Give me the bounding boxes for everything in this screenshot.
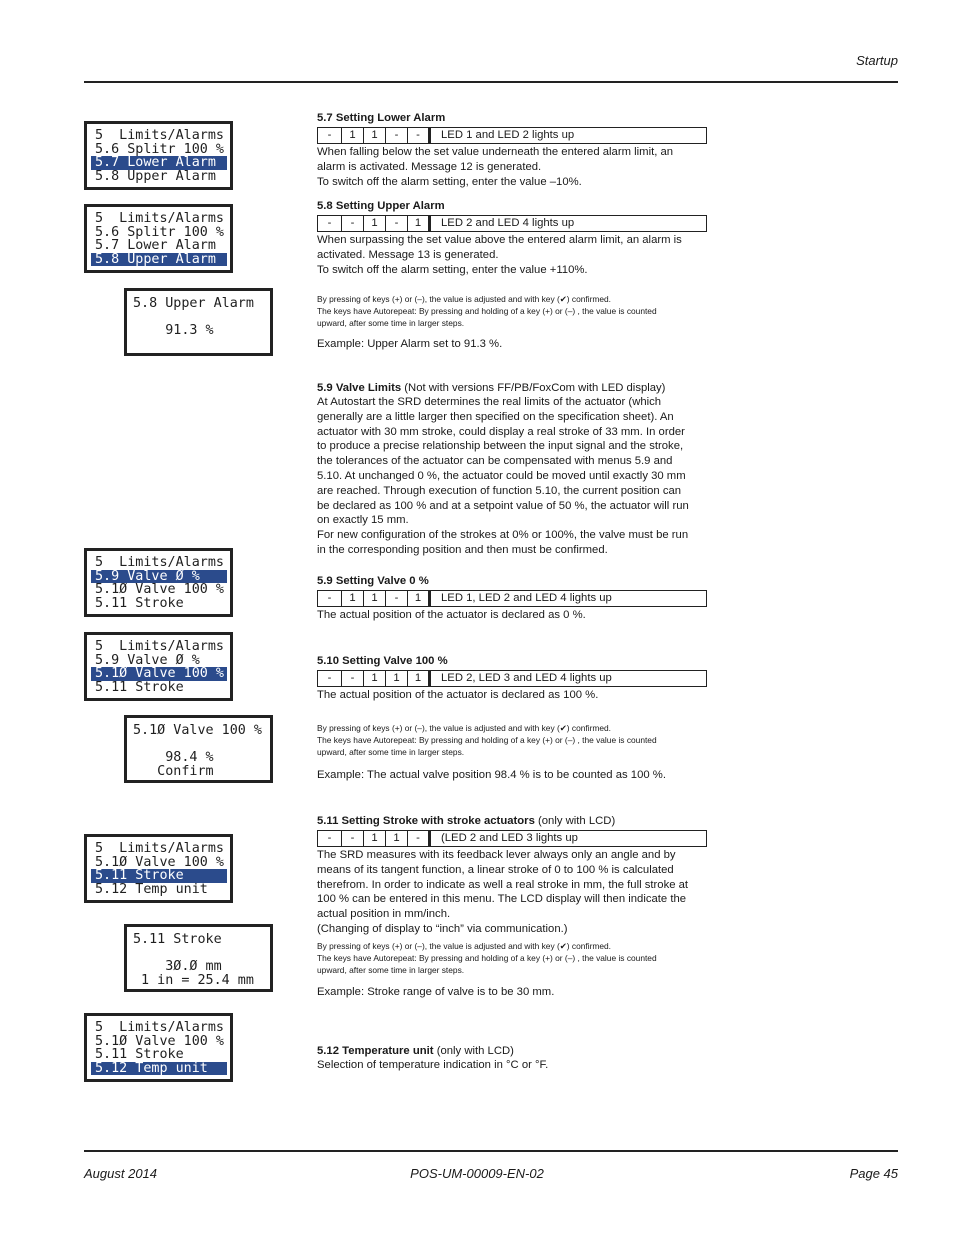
body-line: in the corresponding position and then must be confirmed. xyxy=(317,543,608,556)
key-cell: - xyxy=(318,671,342,686)
key-cell: 1 xyxy=(408,216,430,231)
lcd-line-selected: 5.12 Temp unit xyxy=(91,1062,227,1076)
body-line: At Autostart the SRD determines the real limits of the actuator (which xyxy=(317,396,662,408)
key-cell: 1 xyxy=(364,591,386,606)
lcd-line: 5.7 Lower Alarm xyxy=(95,239,216,253)
body-line: therefrom. In order to indicate as well a real stroke in mm, the full stroke at xyxy=(317,878,689,891)
key-cell: - xyxy=(342,671,364,686)
body-line: on exactly 15 mm. xyxy=(317,514,409,527)
key-table xyxy=(317,830,707,847)
lcd-line-selected: 5.9 Valve Ø % xyxy=(91,570,227,584)
section-title xyxy=(317,814,709,828)
lcd-line: 5.8 Upper Alarm xyxy=(133,297,254,311)
led-description: LED 1, LED 2 and LED 4 lights up xyxy=(430,591,706,606)
key-table xyxy=(317,670,707,687)
body-line: activated. Message 13 is generated. xyxy=(317,248,499,261)
key-cell: 1 xyxy=(364,831,386,846)
lcd-line: 5.12 Temp unit xyxy=(95,882,208,897)
section-title: 5.10 Setting Valve 100 % xyxy=(317,655,448,667)
body-line: The actual position of the actuator is declared as 0 %. xyxy=(317,609,586,621)
lcd-line: 5 Limits/Alarms xyxy=(95,212,224,226)
section-title: 5.7 Setting Lower Alarm xyxy=(317,112,446,124)
lcd-line: 5 Limits/Alarms xyxy=(95,842,224,856)
key-cell: 1 xyxy=(342,128,364,143)
body-line: When falling below the set value underneath the entered alarm limit, an xyxy=(317,146,674,158)
key-cell: 1 xyxy=(386,831,408,846)
running-header: Startup xyxy=(856,53,898,68)
section-title-text: 5.12 Temperature unit xyxy=(317,1045,434,1057)
footer-rule xyxy=(84,1150,898,1152)
key-table xyxy=(317,590,707,607)
key-cell: 1 xyxy=(408,591,430,606)
example-text: Example: Upper Alarm set to 91.3 %. xyxy=(317,338,503,350)
lcd-line: 5.1Ø Valve 100 % xyxy=(95,1034,224,1049)
lcd-line: 5.11 Stroke xyxy=(95,1048,184,1062)
note-line: The keys have Autorepeat: By pressing and holding of a key (+) or (–) , the value is counted xyxy=(317,735,657,745)
section-5-9-valve-limits xyxy=(317,381,709,558)
lcd-line xyxy=(133,738,264,752)
section-title: 5.9 Setting Valve 0 % xyxy=(317,575,429,587)
lcd-menu-lower-alarm xyxy=(84,121,233,190)
body-line: When surpassing the set value above the entered alarm limit, an alarm is xyxy=(317,234,682,246)
autorepeat-note xyxy=(317,940,709,976)
body-line: to produce a precise relationship between the input signal and the stroke, xyxy=(317,440,684,453)
body-line: (Changing of display to “inch” via communication.) xyxy=(317,922,568,935)
note-line: upward, after some time in larger steps. xyxy=(317,965,465,975)
autorepeat-note xyxy=(317,722,709,758)
section-title-note: (only with LCD) xyxy=(534,815,616,827)
led-description: (LED 2 and LED 3 lights up xyxy=(430,831,706,846)
section-5-9 xyxy=(317,574,709,623)
key-cell: - xyxy=(318,831,342,846)
example-text: Example: Stroke range of valve is to be 30 mm. xyxy=(317,986,555,998)
key-cell: 1 xyxy=(386,671,408,686)
lcd-menu-stroke xyxy=(84,834,233,903)
body-line: For new configuration of the strokes at 0% or 100%, the valve must be run xyxy=(317,529,689,542)
footer-page-number: Page 45 xyxy=(849,1166,898,1181)
section-5-7 xyxy=(317,111,709,189)
lcd-line: 3Ø.Ø mm xyxy=(133,960,222,974)
note-line: The keys have Autorepeat: By pressing and holding of a key (+) or (–) , the value is counted xyxy=(317,306,657,316)
body-line: the tolerances of the actuator can be compensated with menus 5.9 and xyxy=(317,455,673,468)
lcd-line: 5.1Ø Valve 100 % xyxy=(95,855,224,870)
led-description: LED 2 and LED 4 lights up xyxy=(430,216,706,231)
lcd-value-upper-alarm xyxy=(124,288,273,356)
body-line: To switch off the alarm setting, enter the value +110%. xyxy=(317,263,588,276)
key-cell: 1 xyxy=(408,671,430,686)
lcd-line: 5 Limits/Alarms xyxy=(95,556,224,570)
section-title-text: 5.11 Setting Stroke with stroke actuators xyxy=(317,815,535,827)
key-cell: - xyxy=(342,831,364,846)
footer-date: August 2014 xyxy=(84,1166,158,1181)
note-line: upward, after some time in larger steps. xyxy=(317,318,465,328)
section-title xyxy=(317,1044,709,1058)
lcd-line: 5 Limits/Alarms xyxy=(95,640,224,654)
body-line: To switch off the alarm setting, enter the value –10%. xyxy=(317,175,582,188)
lcd-line: 5.11 Stroke xyxy=(133,933,222,947)
section-title-note: (Not with versions FF/PB/FoxCom with LED display) xyxy=(401,382,666,394)
note-line: By pressing of keys (+) or (–), the value is adjusted and with key (✔) confirmed. xyxy=(317,941,611,951)
key-cell: - xyxy=(386,128,408,143)
led-description: LED 1 and LED 2 lights up xyxy=(430,128,706,143)
section-5-11 xyxy=(317,814,709,937)
key-cell: - xyxy=(318,128,342,143)
lcd-line: 5.8 Upper Alarm xyxy=(95,169,216,184)
lcd-line: 91.3 % xyxy=(133,324,214,338)
example-text: Example: The actual valve position 98.4 % is to be counted as 100 %. xyxy=(317,769,666,781)
lcd-line xyxy=(133,311,264,325)
lcd-line: 1 in = 25.4 mm xyxy=(133,973,254,988)
lcd-line: 98.4 % xyxy=(133,751,214,765)
note-line: The keys have Autorepeat: By pressing and holding of a key (+) or (–) , the value is counted xyxy=(317,953,657,963)
lcd-line-selected: 5.1Ø Valve 100 % xyxy=(91,667,227,681)
lcd-line: 5.11 Stroke xyxy=(95,596,184,611)
note-line: upward, after some time in larger steps. xyxy=(317,747,465,757)
lcd-value-stroke xyxy=(124,924,273,992)
key-cell: - xyxy=(318,591,342,606)
key-cell: 1 xyxy=(364,671,386,686)
key-cell: 1 xyxy=(342,591,364,606)
key-cell: - xyxy=(408,128,430,143)
body-line: The SRD measures with its feedback lever always only an angle and by xyxy=(317,849,676,861)
key-table xyxy=(317,215,707,232)
key-cell: 1 xyxy=(364,128,386,143)
lcd-line-selected: 5.7 Lower Alarm xyxy=(91,156,227,170)
header-rule xyxy=(84,81,898,83)
body-line: 100 % can be entered in this menu. The LCD display will then indicate the xyxy=(317,893,687,906)
key-cell: 1 xyxy=(364,216,386,231)
section-title-text: 5.9 Valve Limits xyxy=(317,382,402,394)
lcd-line: 5 Limits/Alarms xyxy=(95,129,224,143)
note-line: By pressing of keys (+) or (–), the value is adjusted and with key (✔) confirmed. xyxy=(317,723,611,733)
lcd-line: 5.6 Splitr 100 % xyxy=(95,142,224,157)
section-5-10 xyxy=(317,654,709,703)
key-table xyxy=(317,127,707,144)
key-cell: - xyxy=(342,216,364,231)
key-cell: - xyxy=(386,591,408,606)
section-title xyxy=(317,381,709,395)
lcd-line: 5.6 Splitr 100 % xyxy=(95,225,224,240)
lcd-menu-temp-unit xyxy=(84,1013,233,1082)
lcd-line-selected: 5.8 Upper Alarm xyxy=(91,253,227,267)
lcd-line: 5.1Ø Valve 100 % xyxy=(133,724,262,738)
section-title-note: (only with LCD) xyxy=(433,1045,514,1057)
lcd-line xyxy=(133,947,264,961)
lcd-menu-upper-alarm xyxy=(84,204,233,273)
body-line: generally are a little larger then specified on the specification sheet). An xyxy=(317,410,674,423)
lcd-value-valve-100 xyxy=(124,715,273,783)
body-line: 5.10. At unchanged 0 %, the actuator could be moved until exactly 30 mm xyxy=(317,469,686,482)
autorepeat-note xyxy=(317,293,709,329)
lcd-line: 5.11 Stroke xyxy=(95,680,184,695)
key-cell: - xyxy=(386,216,408,231)
lcd-menu-valve-0 xyxy=(84,548,233,617)
body-line: means of its tangent function, a linear stroke of 0 to 100 % is calculated xyxy=(317,863,674,876)
key-cell: - xyxy=(408,831,430,846)
section-5-8 xyxy=(317,199,709,277)
key-cell: - xyxy=(318,216,342,231)
lcd-line: Confirm xyxy=(133,764,214,779)
footer-doc-number: POS-UM-00009-EN-02 xyxy=(410,1166,544,1181)
section-5-12 xyxy=(317,1044,709,1073)
lcd-menu-valve-100 xyxy=(84,632,233,701)
lcd-line: 5 Limits/Alarms xyxy=(95,1021,224,1035)
note-line: By pressing of keys (+) or (–), the value is adjusted and with key (✔) confirmed. xyxy=(317,294,611,304)
body-line: are reached. Through execution of function 5.10, the current position can xyxy=(317,484,682,497)
body-line: be declared as 100 % and at a setpoint value of 50 %, the actuator will run xyxy=(317,499,689,512)
body-line: Selection of temperature indication in °C or °F. xyxy=(317,1059,549,1071)
led-description: LED 2, LED 3 and LED 4 lights up xyxy=(430,671,706,686)
body-line: The actual position of the actuator is declared as 100 %. xyxy=(317,689,599,701)
body-line: actuator with 30 mm stroke, could display a real stroke of 33 mm. In order xyxy=(317,425,685,438)
body-line: alarm is activated. Message 12 is generated. xyxy=(317,160,542,173)
lcd-line: 5.9 Valve Ø % xyxy=(95,653,200,668)
lcd-line: 5.1Ø Valve 100 % xyxy=(95,583,224,597)
body-line: actual position in mm/inch. xyxy=(317,908,451,921)
section-title: 5.8 Setting Upper Alarm xyxy=(317,200,445,212)
lcd-line-selected: 5.11 Stroke xyxy=(91,869,227,883)
